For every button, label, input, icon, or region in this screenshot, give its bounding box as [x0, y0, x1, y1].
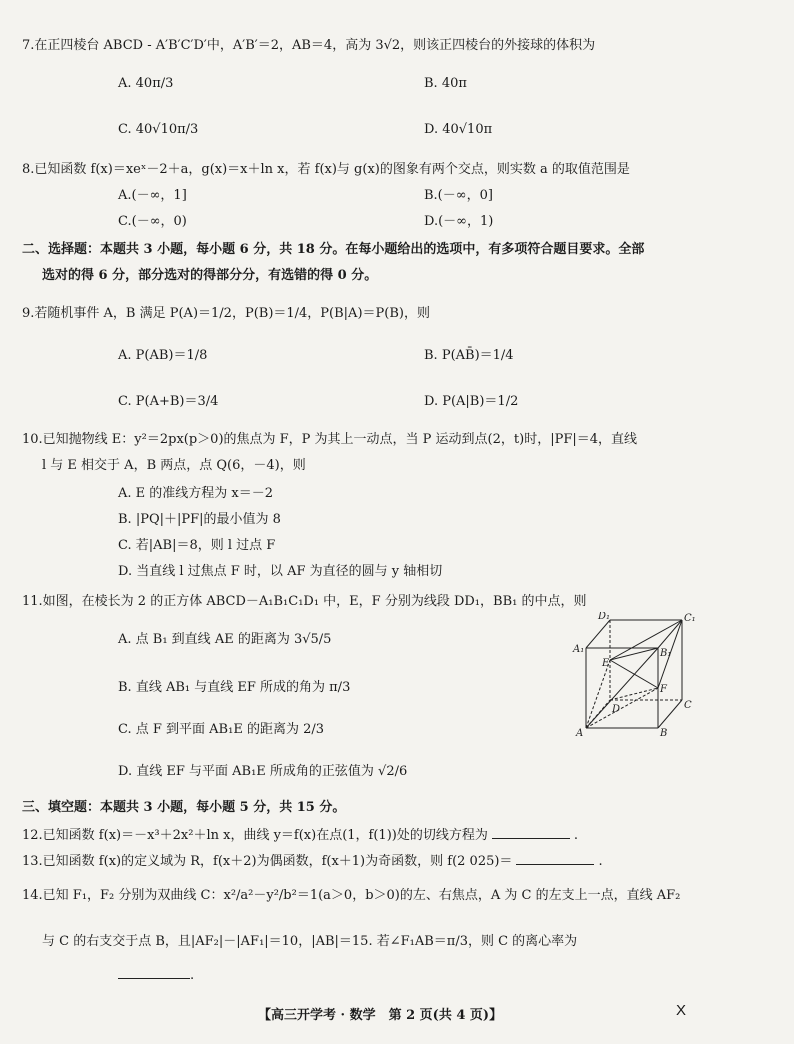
- hidden-segment-af: [586, 688, 658, 728]
- q13-answer-blank[interactable]: [516, 852, 594, 865]
- q13-stem: 13.已知函数 f(x)的定义域为 R，f(x＋2)为偶函数，f(x＋1)为奇函数，则 f(2 025)＝ .: [22, 854, 603, 869]
- footer-mark: X: [676, 1002, 687, 1019]
- label-e: E: [602, 658, 610, 669]
- label-f: F: [660, 684, 667, 695]
- edge-b1c1: [658, 620, 682, 648]
- label-a1: A₁: [573, 644, 585, 655]
- q14-answer-line: .: [118, 966, 194, 986]
- q8-option-b: B.(－∞，0]: [424, 188, 493, 203]
- hidden-segment-ae: [586, 660, 610, 728]
- q11-option-a: A. 点 B₁ 到直线 AE 的距离为 3√5/5: [118, 632, 332, 647]
- q9-option-a: A. P(AB)＝1/8: [118, 348, 208, 363]
- q10-stem-line1: 10.已知抛物线 E：y²＝2px(p＞0)的焦点为 F，P 为其上一动点，当 P 运动到点(2，t)时，|PF|＝4，直线: [22, 432, 637, 447]
- section2-header-line1: 二、选择题：本题共 3 小题，每小题 6 分，共 18 分。在每小题给出的选项中，有多项符合题目要求。全部: [22, 242, 645, 257]
- q9-option-b: B. P(AB̄)＝1/4: [424, 348, 514, 363]
- q11-option-d: D. 直线 EF 与平面 AB₁E 所成角的正弦值为 √2/6: [118, 764, 408, 779]
- cube-figure: [570, 612, 700, 742]
- section3-header: 三、填空题：本题共 3 小题，每小题 5 分，共 15 分。: [22, 800, 346, 815]
- q8-option-d: D.(－∞，1): [424, 214, 494, 229]
- q12-stem: 12.已知函数 f(x)＝－x³＋2x²＋ln x，曲线 y＝f(x)在点(1，f(1))处的切线方程为 .: [22, 828, 578, 843]
- q8-stem: 8.已知函数 f(x)＝xeˣ－2＋a，g(x)＝x＋ln x，若 f(x)与 g(x)的图象有两个交点，则实数 a 的取值范围是: [22, 162, 630, 177]
- q11-option-b: B. 直线 AB₁ 与直线 EF 所成的角为 π/3: [118, 680, 351, 695]
- segment-ef: [610, 660, 658, 688]
- q10-option-c: C. 若|AB|＝8，则 l 过点 F: [118, 538, 276, 553]
- section2-header-line2: 选对的得 6 分，部分选对的得部分分，有选错的得 0 分。: [42, 268, 378, 283]
- q9-option-d: D. P(A|B)＝1/2: [424, 394, 519, 409]
- edge-a1d1: [586, 620, 610, 648]
- q7-option-b: B. 40π: [424, 76, 467, 91]
- q7-option-c: C. 40√10π/3: [118, 122, 199, 137]
- q8-option-a: A.(－∞，1]: [118, 188, 187, 203]
- label-b1: B₁: [660, 648, 672, 659]
- segment-eb1: [610, 648, 658, 660]
- q7-option-a: A. 40π/3: [118, 76, 174, 91]
- q7-option-d: D. 40√10π: [424, 122, 493, 137]
- label-b: B: [660, 728, 668, 739]
- label-d1: D₁: [598, 612, 611, 622]
- q14-answer-blank[interactable]: [118, 966, 190, 979]
- q12-answer-blank[interactable]: [492, 826, 570, 839]
- q14-stem-line2: 与 C 的右支交于点 B，且|AF₂|－|AF₁|＝10，|AB|＝15. 若∠F₁AB＝π/3，则 C 的离心率为: [42, 934, 578, 949]
- q10-stem-line2: l 与 E 相交于 A，B 两点，点 Q(6，－4)，则: [42, 458, 306, 473]
- q10-option-d: D. 当直线 l 过焦点 F 时，以 AF 为直径的圆与 y 轴相切: [118, 564, 443, 579]
- q7-stem: 7.在正四棱台 ABCD - A′B′C′D′中，A′B′＝2，AB＝4，高为 3√2，则该正四棱台的外接球的体积为: [22, 38, 596, 53]
- q9-stem: 9.若随机事件 A，B 满足 P(A)＝1/2，P(B)＝1/4，P(B|A)＝P(B)，则: [22, 306, 430, 321]
- q14-stem-line1: 14.已知 F₁，F₂ 分别为双曲线 C：x²/a²－y²/b²＝1(a＞0，b＞0)的左、右焦点，A 为 C 的左支上一点，直线 AF₂: [22, 888, 681, 903]
- q10-option-a: A. E 的准线方程为 x＝－2: [118, 486, 274, 501]
- q8-option-c: C.(－∞，0): [118, 214, 187, 229]
- q11-stem: 11.如图，在棱长为 2 的正方体 ABCD－A₁B₁C₁D₁ 中，E，F 分别为线段 DD₁，BB₁ 的中点，则: [22, 594, 587, 609]
- q9-option-c: C. P(A+B)＝3/4: [118, 394, 219, 409]
- label-c: C: [684, 700, 692, 711]
- edge-bc: [658, 700, 682, 728]
- q10-option-b: B. |PQ|＋|PF|的最小值为 8: [118, 512, 281, 527]
- label-a: A: [576, 728, 584, 739]
- label-c1: C₁: [684, 613, 696, 624]
- q11-option-c: C. 点 F 到平面 AB₁E 的距离为 2/3: [118, 722, 324, 737]
- label-d: D: [612, 704, 621, 715]
- page-footer: 【高三开学考 · 数学 第 2 页(共 4 页)】: [258, 1008, 503, 1023]
